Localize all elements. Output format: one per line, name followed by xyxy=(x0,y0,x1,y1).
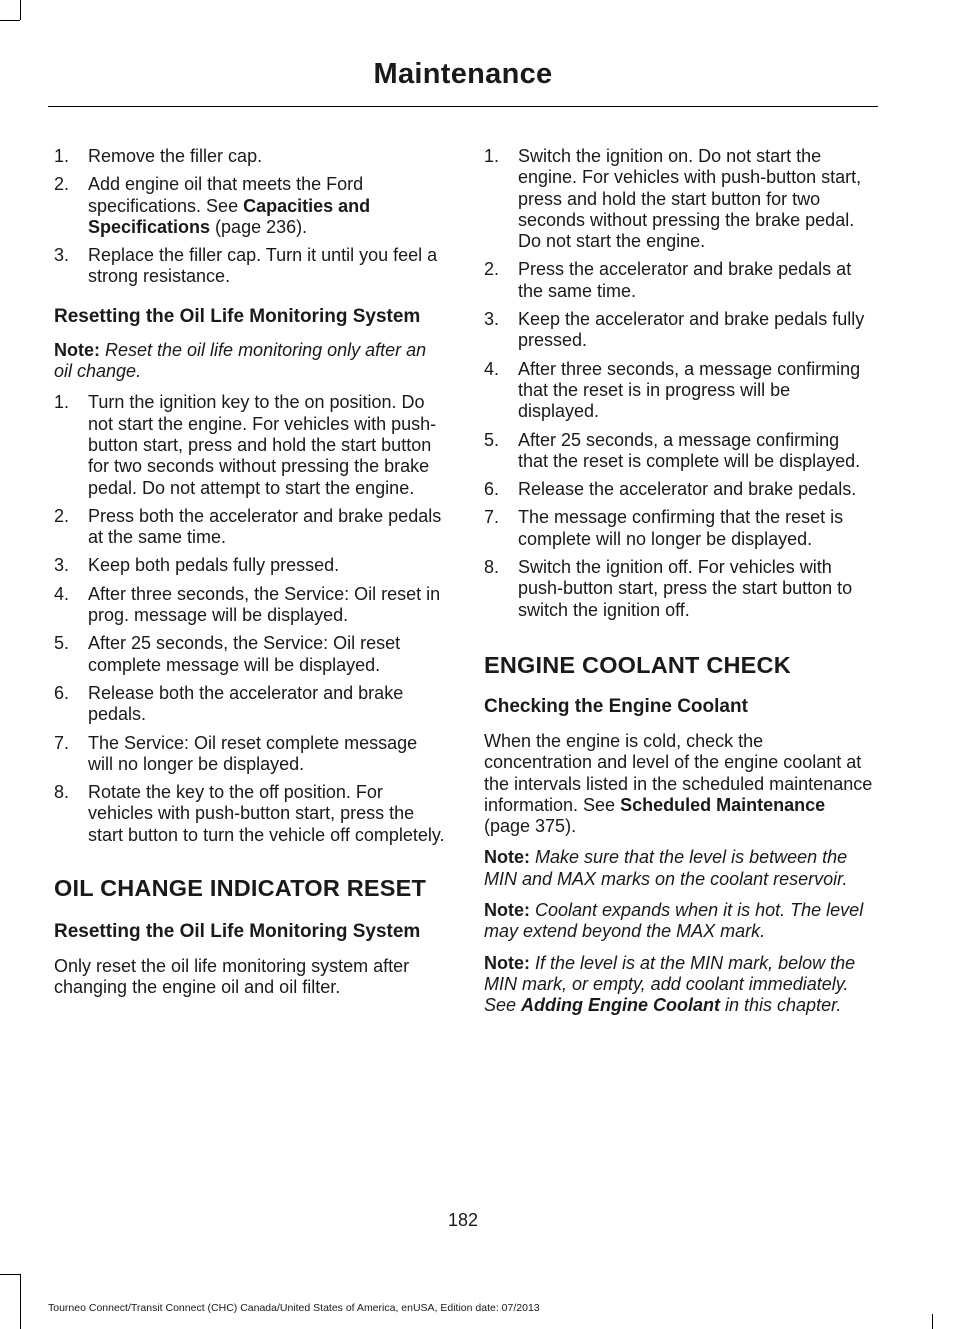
list-item: 2. Press both the accelerator and brake pedals at the same time. xyxy=(54,505,442,548)
cross-reference[interactable]: Adding Engine Coolant xyxy=(521,995,721,1016)
list-item: 6. Release both the accelerator and brake pedals. xyxy=(54,682,404,725)
list-item: 8. Rotate the key to the off position. For vehicles with push-button start, press the start button to turn the vehicle off completely. xyxy=(54,782,445,845)
page-number: 182 xyxy=(447,1210,479,1230)
list-item: 5. After 25 seconds, a message confirming that the reset is complete will be displayed. xyxy=(484,429,861,471)
section-heading: OIL CHANGE INDICATOR RESET xyxy=(54,875,427,902)
list-item: 7. The Service: Oil reset complete message will no longer be displayed. xyxy=(54,732,418,774)
list-item: 6. Release the accelerator and brake pedals. xyxy=(484,479,857,500)
list-item: 1. Remove the filler cap. xyxy=(54,146,263,166)
list-item: 2. Add engine oil that meets the Ford specifications. See Capacities and Specifications (page 236). xyxy=(54,174,371,237)
note: Note: Make sure that the level is between the MIN and MAX marks on the coolant reservoir. xyxy=(484,847,848,889)
left-column xyxy=(54,146,446,999)
crop-mark xyxy=(0,20,20,21)
right-column xyxy=(484,146,874,1017)
crop-mark xyxy=(0,1274,20,1275)
section-heading: ENGINE COOLANT CHECK xyxy=(484,651,791,678)
cross-reference[interactable]: Capacities and Specifications xyxy=(88,195,371,237)
crop-mark xyxy=(932,1314,933,1329)
reset-steps-alt xyxy=(484,146,874,621)
list-item: 3. Keep the accelerator and brake pedals fully pressed. xyxy=(484,309,865,351)
reset-steps xyxy=(54,392,446,846)
list-item: 8. Switch the ignition off. For vehicles with push-button start, press the start button to switch the ignition off. xyxy=(484,557,853,620)
section-subheading: Resetting the Oil Life Monitoring System xyxy=(54,921,421,943)
list-item: 3. Replace the filler cap. Turn it until you feel a strong resistance. xyxy=(54,245,438,287)
title-rule xyxy=(48,106,878,107)
crop-mark xyxy=(20,1274,21,1329)
note: Note: Coolant expands when it is hot. The level may extend beyond the MAX mark. xyxy=(484,900,864,942)
note: Note: If the level is at the MIN mark, below the MIN mark, or empty, add coolant immediately. See Adding Engine Coolant in this chapter. xyxy=(484,952,856,1016)
list-item: 3. Keep both pedals fully pressed. xyxy=(54,555,340,576)
cross-reference[interactable]: Scheduled Maintenance xyxy=(620,794,826,815)
filler-cap-steps xyxy=(54,146,446,288)
list-item: 5. After 25 seconds, the Service: Oil reset complete message will be displayed. xyxy=(54,633,401,675)
list-item: 4. After three seconds, the Service: Oil reset in prog. message will be displayed. xyxy=(54,583,441,626)
crop-mark xyxy=(20,0,21,20)
list-item: 1. Switch the ignition on. Do not start the engine. For vehicles with push-button start, press and hold the start button for two seconds without pressing the brake pedal. Do not start the engine. xyxy=(484,146,862,252)
note: Note: Reset the oil life monitoring only after an oil change. xyxy=(54,339,427,382)
paragraph: Only reset the oil life monitoring system after changing the engine oil and oil filter. xyxy=(54,956,410,998)
page-title: Maintenance xyxy=(373,58,553,90)
list-item: 7. The message confirming that the reset is complete will no longer be displayed. xyxy=(484,507,844,549)
list-item: 1. Turn the ignition key to the on position. Do not start the engine. For vehicles with push-button start, press and hold the start button for two seconds without pressing the brake pedal. Do not attempt to start the engine. xyxy=(54,392,437,498)
section-subheading: Checking the Engine Coolant xyxy=(484,695,748,717)
section-subheading: Resetting the Oil Life Monitoring System xyxy=(54,305,421,327)
paragraph: When the engine is cold, check the concentration and level of the engine coolant at the intervals listed in the scheduled maintenance information. See Scheduled Maintenance (page 375). xyxy=(484,730,873,837)
list-item: 4. After three seconds, a message confirming that the reset is in progress will be displayed. xyxy=(484,358,861,422)
list-item: 2. Press the accelerator and brake pedals at the same time. xyxy=(484,259,852,301)
footer-text: Tourneo Connect/Transit Connect (CHC) Canada/United States of America, enUSA, Edition date: 07/2013 xyxy=(48,1302,540,1314)
